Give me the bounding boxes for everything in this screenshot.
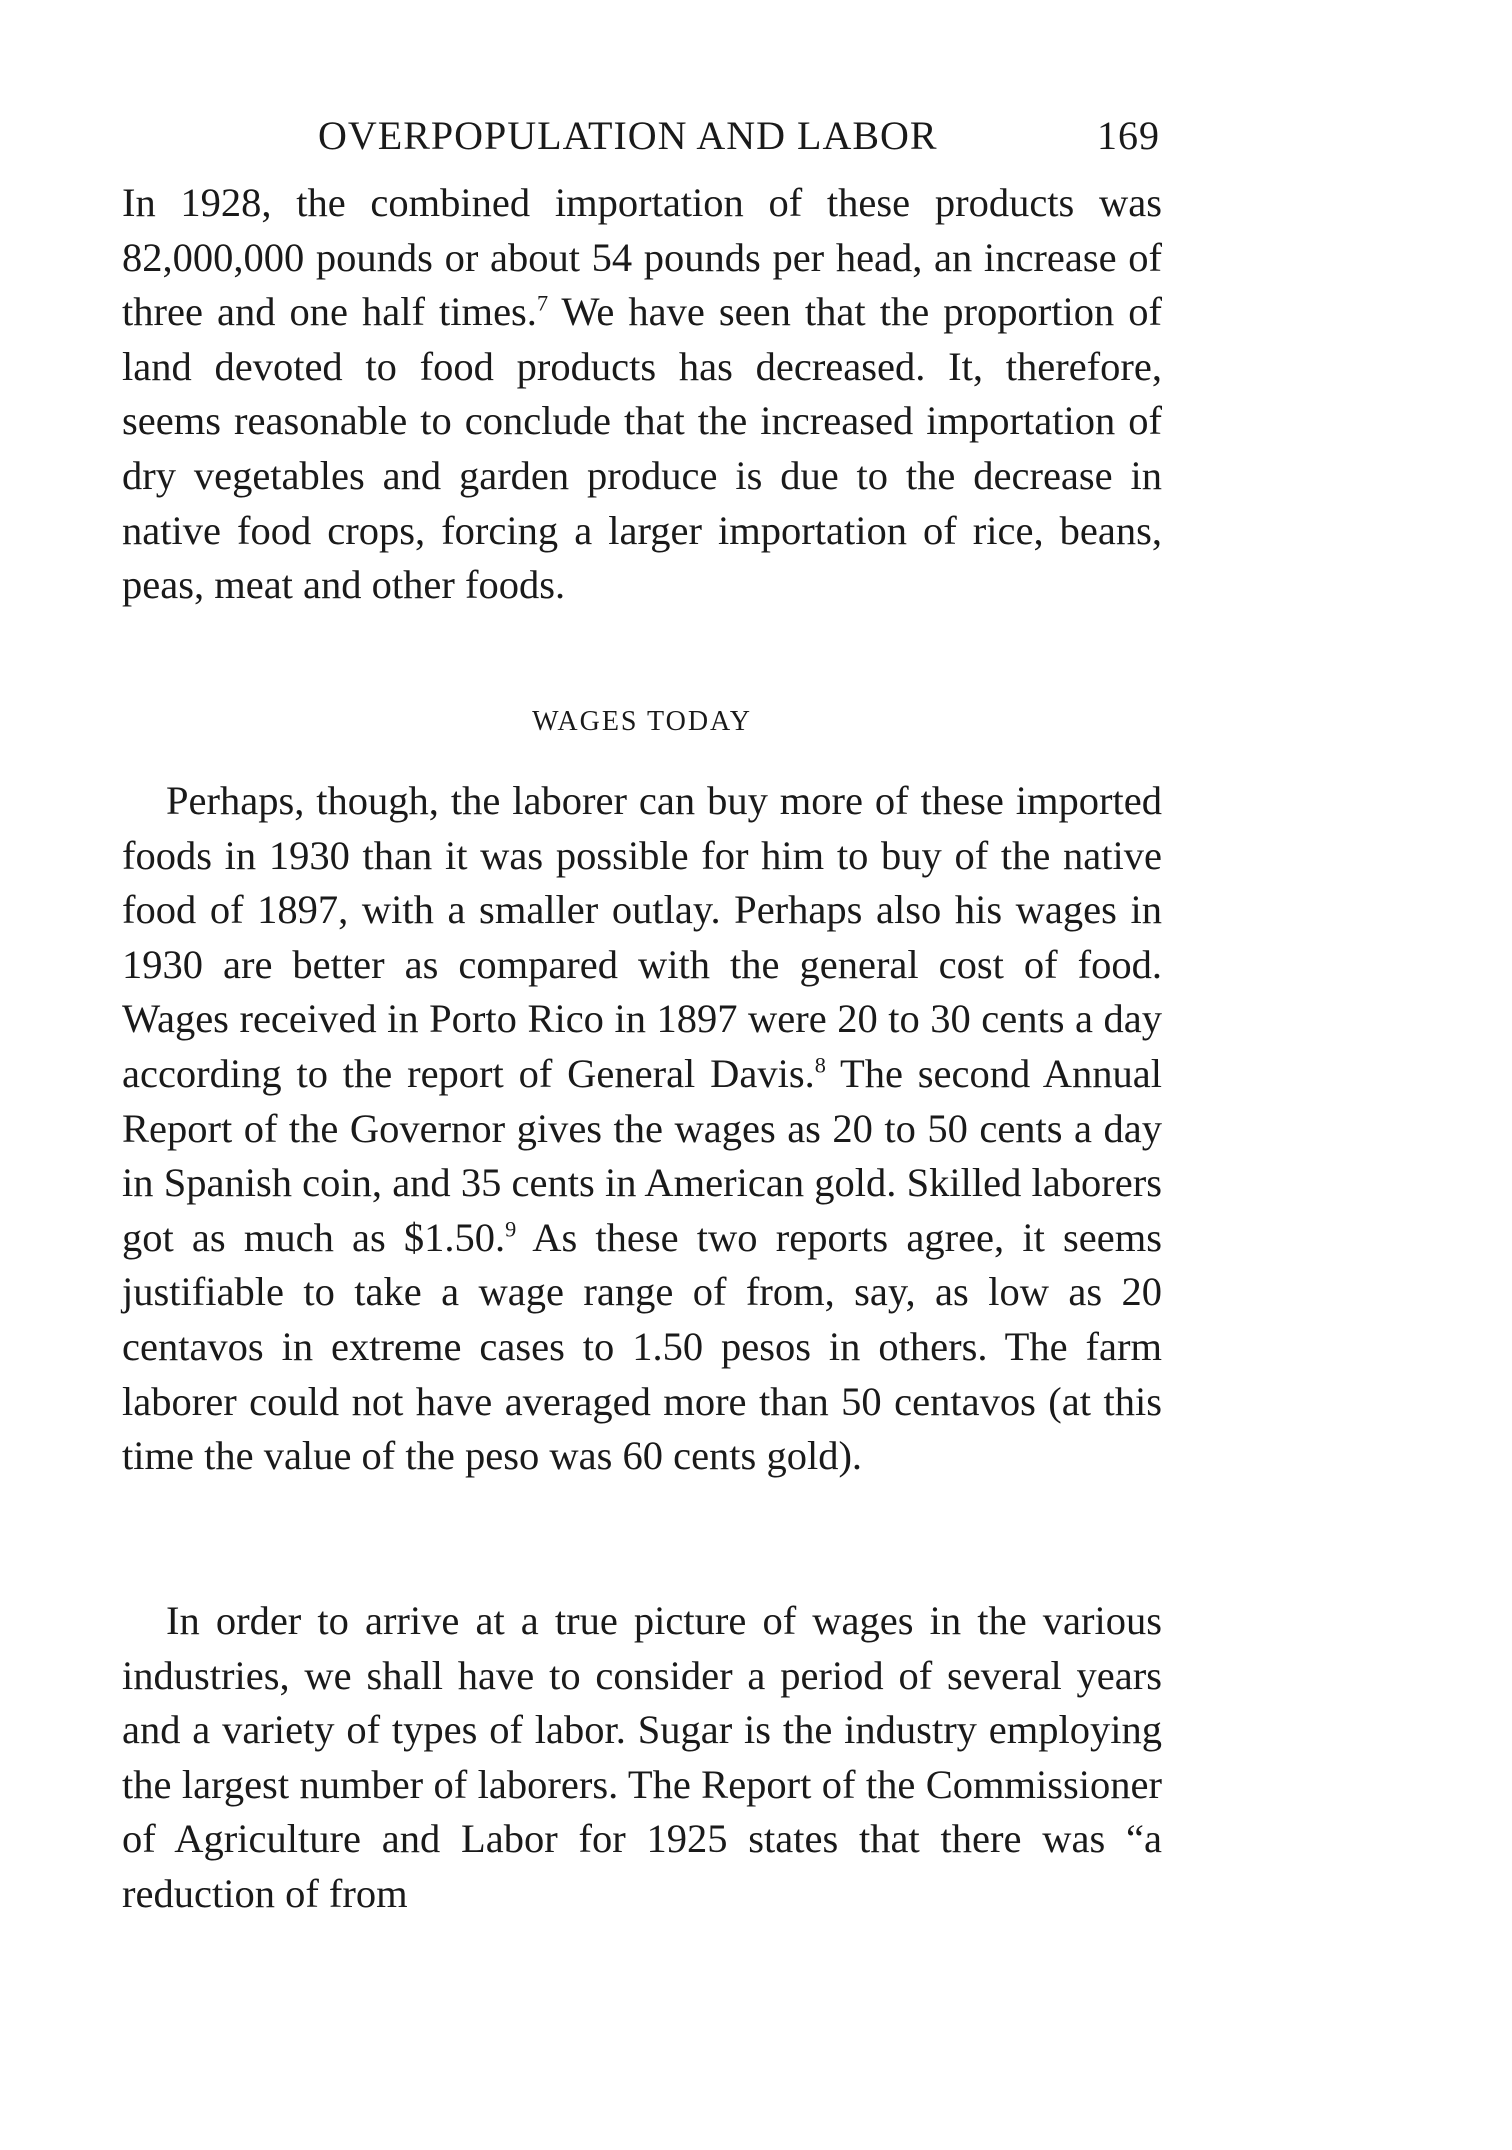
paragraph-2-text-c: As these two reports agree, it seems justifiable to take a wage range of from, say, as low as 20 centavos in extreme cases to 1.50 pesos in others. The farm laborer could not have averaged more than 50 centavos (at this time the value of the peso was 60 cents gold). (122, 1214, 1162, 1479)
paragraph-2 (122, 774, 1162, 1484)
paragraph-1-text-a: In 1928, the combined importation of these products was 82,000,000 pounds or about 54 pounds per head, an increase of three and one half times. (122, 180, 1162, 335)
footnote-ref-7: 7 (536, 290, 549, 316)
footnote-ref-8: 8 (814, 1052, 826, 1078)
page-number: 169 (1097, 113, 1160, 158)
running-title: OVERPOPULATION AND LABOR (318, 113, 938, 158)
paragraph-2-text-b: The second Annual Report of the Governor gives the wages as 20 to 50 cents a day in Spanish coin, and 35 cents in American gold. Skilled laborers got as much as $1.50. (122, 1050, 1162, 1260)
footnote-ref-9: 9 (505, 1216, 517, 1242)
paragraph-3: In order to arrive at a true picture of wages in the various industries, we shall have to consider a period of several years and a variety of types of labor. Sugar is the industry employing the largest number of laborers. The Report of the Commissioner of Agriculture and Labor for 1925 states that there was “a reduction of from (122, 1598, 1162, 1916)
paragraph-1-text-b: We have seen that the proportion of land devoted to food products has decreased. It, therefore, seems reasonable to conclude that the increased importation of dry vegetables and garden produce is due to the decrease in native food crops, forcing a larger importation of rice, beans, peas, meat and other foods. (122, 289, 1162, 608)
paragraph-2-text-a: Perhaps, though, the laborer can buy more of these imported foods in 1930 than it was possible for him to buy of the native food of 1897, with a smaller outlay. Perhaps also his wages in 1930 are better as compared with the general cost of food. Wages received in Porto Rico in 1897 were 20 to 30 cents a day according to the report of General Davis. (122, 778, 1162, 1096)
running-head (118, 112, 1160, 172)
section-heading: WAGES TODAY (532, 706, 752, 737)
paragraph-1 (122, 176, 1162, 613)
